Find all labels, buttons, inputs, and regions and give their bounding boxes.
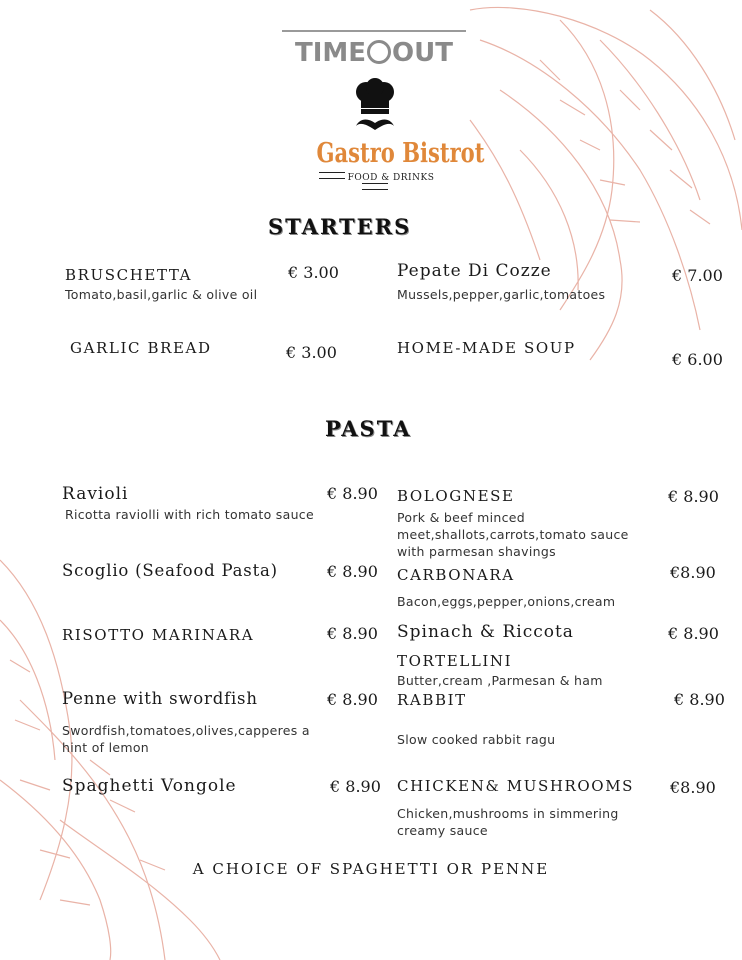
timeout-logo-right: OUT bbox=[392, 38, 453, 68]
tagline-text: FOOD & DRINKS bbox=[347, 173, 435, 183]
pasta-price-carbonara: €8.90 bbox=[670, 563, 716, 582]
starter-desc-bruschetta: Tomato,basil,garlic & olive oil bbox=[65, 287, 258, 302]
clock-icon bbox=[367, 40, 391, 64]
pasta-desc-ravioli: Ricotta raviolli with rich tomato sauce bbox=[65, 507, 314, 522]
restaurant-name: Gastro Bistrot bbox=[316, 138, 485, 169]
pasta-desc-spinach-riccota: Butter,cream ,Parmesan & ham bbox=[397, 673, 603, 688]
pasta-name-bolognese: BOLOGNESE bbox=[397, 487, 515, 505]
starter-name-garlic-bread: GARLIC BREAD bbox=[70, 339, 212, 357]
pasta-name-scoglio: Scoglio (Seafood Pasta) bbox=[62, 561, 278, 580]
footer-note: A CHOICE OF SPAGHETTI OR PENNE bbox=[192, 860, 550, 878]
pasta-desc-chicken-mushrooms: Chicken,mushrooms in simmering creamy sauce bbox=[397, 806, 619, 838]
pasta-price-bolognese: € 8.90 bbox=[668, 487, 719, 506]
pasta-name-risotto-marinara: RISOTTO MARINARA bbox=[62, 626, 255, 644]
pasta-desc-rabbit: Slow cooked rabbit ragu bbox=[397, 732, 556, 747]
chef-hat-mustache-icon bbox=[350, 78, 400, 136]
pasta-price-risotto-marinara: € 8.90 bbox=[327, 624, 378, 643]
pasta-name-spinach-riccota-line2: TORTELLINI bbox=[397, 652, 513, 670]
starter-name-home-made-soup: HOME-MADE SOUP bbox=[397, 339, 576, 357]
pasta-price-spinach-riccota: € 8.90 bbox=[668, 624, 719, 643]
pasta-name-spinach-riccota: Spinach & Riccota bbox=[397, 622, 574, 642]
pasta-price-spaghetti-vongole: € 8.90 bbox=[330, 777, 381, 796]
section-title-pasta: PASTA bbox=[325, 416, 412, 441]
pasta-name-carbonara: CARBONARA bbox=[397, 566, 515, 584]
tagline-left-bars bbox=[319, 172, 345, 179]
pasta-desc-bolognese: Pork & beef minced meet,shallots,carrots,tomato sauce with parmesan shavings bbox=[397, 510, 629, 559]
starter-name-pepate-di-cozze: Pepate Di Cozze bbox=[397, 261, 552, 281]
starter-price-pepate-di-cozze: € 7.00 bbox=[672, 266, 723, 285]
pasta-name-rabbit: RABBIT bbox=[397, 691, 467, 709]
pasta-price-penne-swordfish: € 8.90 bbox=[327, 690, 378, 709]
starter-price-home-made-soup: € 6.00 bbox=[672, 350, 723, 369]
pasta-price-chicken-mushrooms: €8.90 bbox=[670, 778, 716, 797]
section-title-starters: STARTERS bbox=[268, 214, 412, 239]
logo-divider-line bbox=[282, 30, 466, 32]
pasta-name-spaghetti-vongole: Spaghetti Vongole bbox=[62, 776, 237, 796]
pasta-name-ravioli: Ravioli bbox=[62, 484, 129, 504]
pasta-desc-carbonara: Bacon,eggs,pepper,onions,cream bbox=[397, 594, 616, 609]
starter-price-garlic-bread: € 3.00 bbox=[286, 343, 337, 362]
timeout-logo-left: TIME bbox=[295, 38, 367, 68]
starter-desc-pepate-di-cozze: Mussels,pepper,garlic,tomatoes bbox=[397, 287, 606, 302]
timeout-logo bbox=[282, 38, 466, 68]
pasta-name-chicken-mushrooms: CHICKEN& MUSHROOMS bbox=[397, 777, 635, 795]
pasta-price-ravioli: € 8.90 bbox=[327, 484, 378, 503]
pasta-price-rabbit: € 8.90 bbox=[674, 690, 725, 709]
pasta-price-scoglio: € 8.90 bbox=[327, 562, 378, 581]
starter-price-bruschetta: € 3.00 bbox=[288, 263, 339, 282]
tagline-right-bars bbox=[362, 183, 388, 190]
starter-name-bruschetta: BRUSCHETTA bbox=[65, 266, 193, 284]
tagline bbox=[304, 172, 446, 194]
pasta-name-penne-swordfish: Penne with swordfish bbox=[62, 689, 258, 708]
pasta-desc-penne-swordfish: Swordfish,tomatoes,olives,capperes a hint of lemon bbox=[62, 723, 310, 755]
